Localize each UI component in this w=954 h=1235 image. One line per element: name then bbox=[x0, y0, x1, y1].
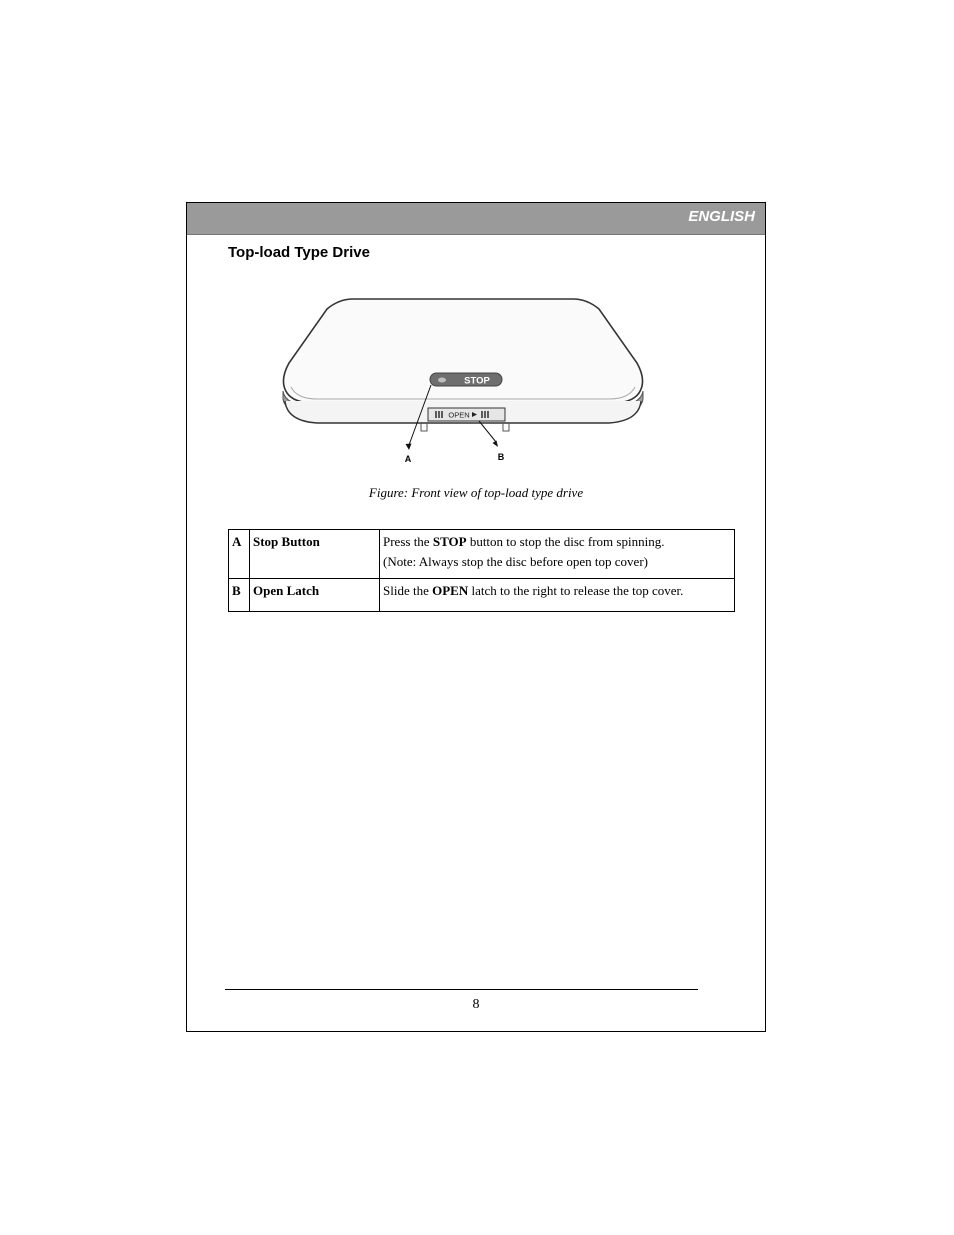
table-row bbox=[229, 579, 735, 612]
drive-top-cover bbox=[283, 299, 642, 403]
part-description bbox=[380, 530, 735, 579]
callout-arrow-a bbox=[406, 444, 412, 451]
part-name: Stop Button bbox=[250, 530, 380, 579]
stop-button-led bbox=[438, 378, 446, 383]
open-label: OPEN bbox=[448, 410, 470, 420]
language-header-bar bbox=[187, 203, 765, 235]
page-number: 8 bbox=[472, 997, 480, 1012]
description-line: Slide the OPEN latch to the right to release the top cover. bbox=[383, 583, 684, 598]
drive-illustration bbox=[277, 295, 649, 481]
stop-label: STOP bbox=[464, 375, 490, 387]
callout-arrow-b bbox=[493, 441, 499, 448]
part-description bbox=[380, 579, 735, 612]
language-label: ENGLISH bbox=[688, 208, 755, 225]
footer-divider bbox=[225, 989, 698, 990]
description-line: Press the STOP button to stop the disc from spinning. bbox=[383, 534, 665, 549]
part-letter: A bbox=[229, 530, 250, 579]
callout-letter-b: B bbox=[497, 452, 505, 462]
callout-letter-a: A bbox=[404, 454, 412, 464]
part-name: Open Latch bbox=[250, 579, 380, 612]
drive-feet bbox=[421, 423, 509, 431]
callout-line-b bbox=[479, 421, 496, 442]
table-row bbox=[229, 530, 735, 579]
figure-caption: Figure: Front view of top-load type drive bbox=[368, 485, 584, 500]
part-letter: B bbox=[229, 579, 250, 612]
drive-figure bbox=[277, 295, 649, 481]
parts-table bbox=[228, 529, 735, 612]
section-title: Top-load Type Drive bbox=[228, 244, 370, 261]
description-note: (Note: Always stop the disc before open top cover) bbox=[383, 554, 648, 569]
manual-page bbox=[186, 202, 766, 1032]
